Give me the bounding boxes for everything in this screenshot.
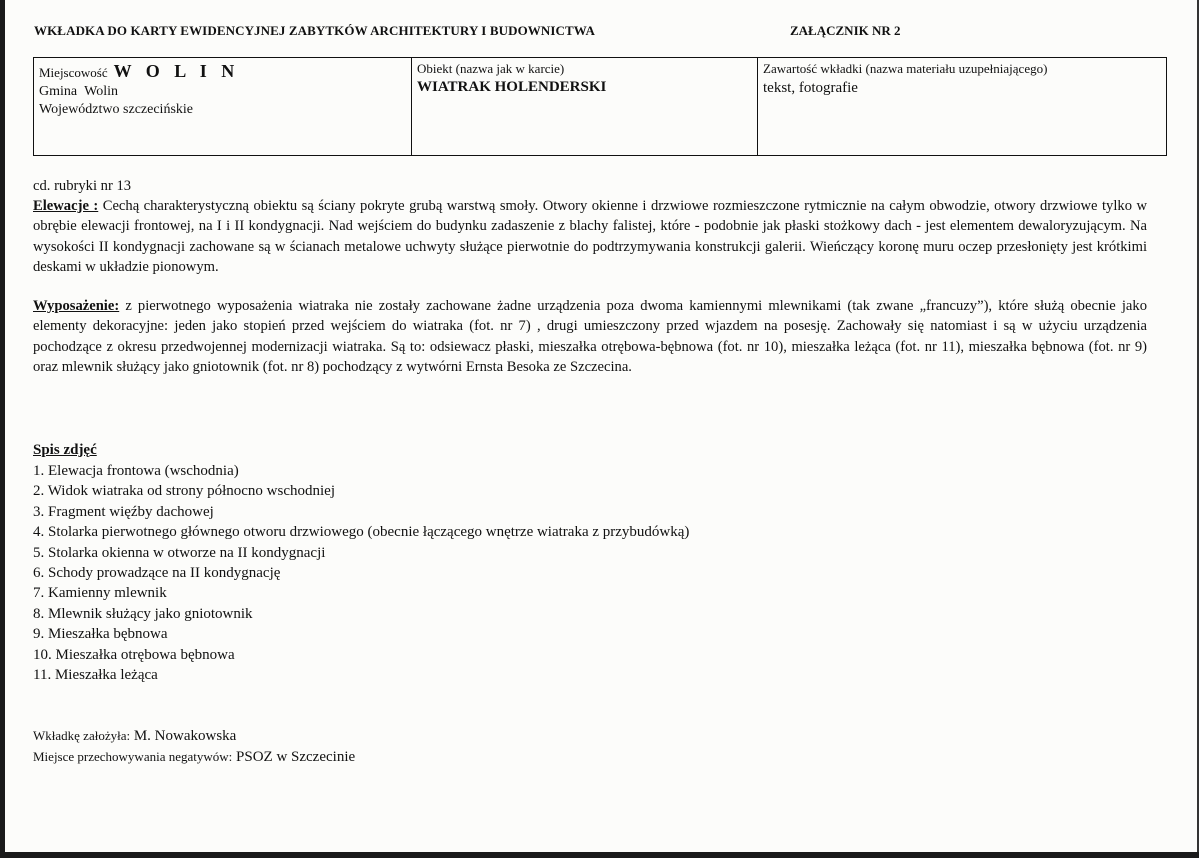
voivodeship-value: szczecińskie: [123, 102, 193, 117]
voivodeship-label: Województwo: [39, 102, 120, 117]
list-item: 11. Mieszałka leżąca: [33, 667, 158, 684]
place-label: Miejscowość: [39, 65, 108, 80]
contents-cell: [758, 58, 1166, 155]
elevations-text: Cechą charakterystyczną obiektu są ściany pokryte grubą warstwą smoły. Otwory okienne i drzwiowe rozmieszczone rytmicznie na całym obwodzie, otwory drzwiowe tylko w obrębie elewacji frontowej, na I i II kondygnacji. Nad wejściem do budynku zadaszenie z blachy falistej, które - podobnie jak płaski stożkowy dach - jest elementem dewaloryzującym. Na wysokości II kondygnacji zachowane są w ścianach metalowe uchwyty służące pierwotnie do podtrzymywania konstrukcji galerii. Wieńczący koronę muru oczep przesłonięty jest krótkimi deskami w układzie pionowym.: [33, 198, 1147, 275]
storage-label: Miejsce przechowywania negatywów:: [33, 749, 233, 764]
list-item: 3. Fragment więźby dachowej: [33, 503, 214, 520]
list-item: 5. Stolarka okienna w otworze na II kondygnacji: [33, 544, 326, 561]
scan-edge-left: [0, 0, 5, 858]
storage-value: PSOZ w Szczecinie: [236, 749, 356, 765]
place-row: [39, 61, 406, 82]
document-title: WKŁADKA DO KARTY EWIDENCYJNEJ ZABYTKÓW ARCHITEKTURY I BUDOWNICTWA: [34, 23, 595, 38]
equipment-heading: Wyposażenie:: [33, 298, 120, 314]
author-label: Wkładkę założyła:: [33, 728, 131, 743]
photo-list-heading: Spis zdjęć: [33, 442, 97, 458]
commune-row: [39, 84, 406, 100]
voivodeship-row: [39, 102, 406, 118]
elevations-heading: Elewacje :: [33, 198, 99, 214]
location-cell: [34, 58, 412, 155]
object-label: Obiekt (nazwa jak w karcie): [417, 61, 565, 76]
commune-value: Wolin: [84, 84, 118, 99]
list-item: 4. Stolarka pierwotnego głównego otworu drzwiowego (obecnie łączącego wnętrze wiatraka z przybudówką): [33, 524, 690, 541]
place-value: W O L I N: [113, 61, 240, 81]
info-table: [33, 57, 1167, 156]
object-value: WIATRAK HOLENDERSKI: [417, 79, 607, 95]
elevations-paragraph: [33, 196, 1147, 277]
contents-label: Zawartość wkładki (nazwa materiału uzupełniającego): [763, 61, 1048, 76]
storage-line: [33, 749, 355, 766]
object-cell: [412, 58, 758, 155]
continuation-note: cd. rubryki nr 13: [33, 178, 132, 194]
list-item: 8. Mlewnik służący jako gniotownik: [33, 605, 253, 622]
annex-label: ZAŁĄCZNIK NR 2: [790, 23, 901, 38]
list-item: 7. Kamienny mlewnik: [33, 585, 167, 602]
list-item: 2. Widok wiatraka od strony północno wschodniej: [33, 483, 335, 500]
list-item: 6. Schody prowadzące na II kondygnację: [33, 565, 281, 582]
author-value: M. Nowakowska: [133, 728, 237, 744]
scan-edge-bottom: [0, 852, 1199, 858]
author-line: [33, 728, 236, 745]
equipment-text: z pierwotnego wyposażenia wiatraka nie zostały zachowane żadne urządzenia poza dwoma kamiennymi mlewnikami (tak zwane „francuzy”), które służą obecnie jako elementy dekoracyjne: jeden jako stopień przed wejściem do wiatraka (fot. nr 7) , drugi umieszczony przed wjazdem na posesję. Zachowały się natomiast i są w użyciu urządzenia pochodzące z okresu przedwojennej modernizacji wiatraka. Są to: odsiewacz płaski, mieszałka otrębowa-bębnowa (fot. nr 10), mieszałka leżąca (fot. nr 11), mieszałka bębnowa (fot. nr 9) oraz mlewnik służący jako gniotownik (fot. nr 8) pochodzący z wytwórni Ernsta Besoka ze Szczecina.: [33, 298, 1147, 375]
list-item: 1. Elewacja frontowa (wschodnia): [33, 463, 239, 479]
photo-list: [33, 461, 689, 685]
equipment-paragraph: [33, 296, 1147, 377]
commune-label: Gmina: [39, 84, 78, 99]
list-item: 9. Mieszałka bębnowa: [33, 626, 168, 643]
list-item: 10. Mieszałka otrębowa bębnowa: [33, 646, 235, 663]
contents-value: tekst, fotografie: [763, 80, 858, 96]
